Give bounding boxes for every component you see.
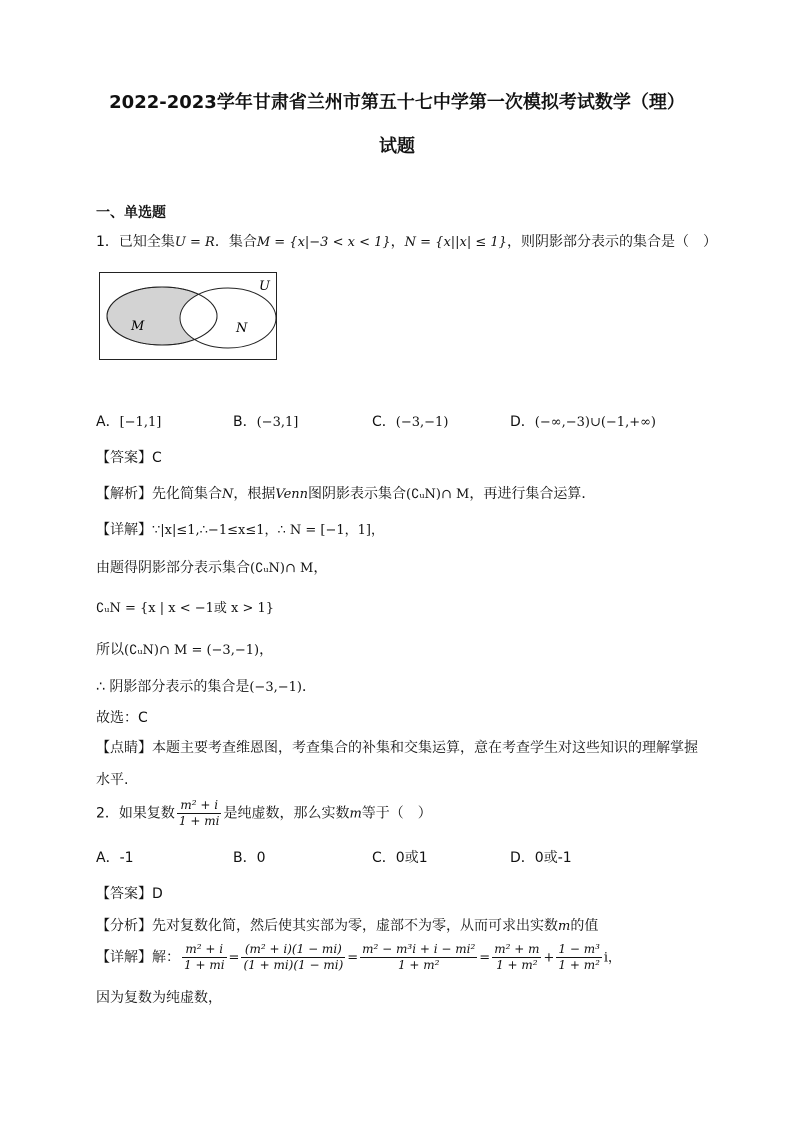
equals-sign: = [347, 950, 359, 966]
analysis-text: ，再进行集合运算． [469, 486, 596, 502]
detail-text: ． [301, 679, 316, 695]
fraction-numerator: m² + i [182, 942, 227, 958]
detail-fraction-4 [492, 942, 541, 973]
option-value: (−∞,−3)∪(−1,+∞) [534, 415, 656, 430]
q1-detail-line5 [96, 677, 316, 698]
fraction-denominator: 1 + mi [178, 814, 220, 828]
analysis-text: ，根据 [233, 486, 276, 502]
equals-sign: = [479, 950, 491, 966]
q1-detail-line2 [96, 558, 327, 579]
q2-detail [96, 942, 621, 973]
fraction-denominator: 1 + m² [397, 958, 440, 972]
venn-label-u: U [259, 279, 270, 294]
detail-fraction-2 [241, 942, 345, 973]
plus-sign: + [543, 950, 555, 966]
analysis-text: 先化简集合 [152, 486, 222, 502]
q1-lead: 1．已知全集 [96, 234, 175, 250]
option-value: -1 [119, 850, 134, 866]
option-label: A． [96, 414, 120, 430]
option-value: (−3,−1) [395, 415, 449, 430]
answer-tag: 【答案】 [96, 886, 152, 902]
q2-analysis [96, 916, 598, 937]
comment-tag: 【点睛】 [96, 740, 152, 756]
fraction-numerator: m² − m³i + i − mi² [362, 942, 476, 956]
detail-math: (−3,−1) [249, 680, 302, 695]
analysis-expr: (∁ᵤN)∩ M [406, 487, 470, 502]
q1-option-b [233, 412, 298, 433]
option-value: 0 [256, 850, 266, 866]
fraction-denominator: 1 + mi [184, 958, 225, 972]
q1-choose: 故选：C [96, 710, 148, 726]
section-heading: 一、单选题 [96, 205, 166, 221]
option-label: C． [372, 414, 396, 430]
answer-value: C [152, 450, 162, 466]
fraction-denominator: 1 + m² [558, 958, 600, 972]
q1-set-n: N = {x||x| ≤ 1} [404, 235, 507, 250]
option-value: (−3,1] [256, 415, 299, 430]
analysis-text: 图阴影表示集合 [308, 486, 407, 502]
analysis-tag: 【分析】 [96, 918, 152, 934]
detail-text: 由题得阴影部分表示集合 [96, 560, 250, 576]
option-label: D． [510, 850, 535, 866]
q1-tail: ，则阴影部分表示的集合是（ ） [506, 234, 717, 250]
q1-option-d [510, 412, 656, 433]
q1-comma: ， [390, 234, 405, 250]
q2-var-m: m [349, 806, 362, 822]
analysis-venn: Venn [275, 487, 309, 502]
option-value: [−1,1] [119, 415, 162, 430]
q2-option-b [233, 848, 266, 868]
option-label: B． [233, 850, 257, 866]
detail-math: (∁ᵤN)∩ M = (−3,−1) [124, 643, 260, 658]
q1-option-a [96, 412, 161, 433]
fraction-numerator: (m² + i)(1 − mi) [241, 942, 345, 958]
comment-text: 本题主要考查维恩图，考查集合的补集和交集运算，意在考查学生对这些知识的理解掌握 [152, 740, 698, 756]
question-2 [96, 798, 432, 829]
detail-text: ∴ 阴影部分表示的集合是 [96, 679, 250, 695]
imaginary-unit: i， [603, 950, 622, 966]
q1-detail-line1 [96, 520, 384, 541]
detail-fraction-1 [182, 942, 227, 973]
question-1 [96, 232, 717, 253]
detail-tag: 【详解】 [96, 949, 152, 966]
fraction-denominator: (1 + mi)(1 − mi) [243, 958, 344, 972]
fraction-numerator: m² + m [494, 942, 540, 956]
detail-math: (∁ᵤN)∩ M [250, 561, 314, 576]
option-label: A． [96, 850, 120, 866]
doc-title-line2: 试题 [379, 136, 415, 157]
option-label: D． [510, 414, 535, 430]
q1-universe: U = R [174, 235, 215, 250]
detail-fraction-3 [360, 942, 477, 973]
answer-value: D [152, 886, 163, 902]
detail-fraction-5 [556, 942, 602, 973]
q2-fraction [177, 798, 222, 829]
q1-option-c [372, 412, 448, 433]
detail-text: ， [313, 560, 328, 576]
q1-comment-line2: 水平. [96, 772, 129, 788]
q2-last-line: 因为复数为纯虚数， [96, 990, 222, 1006]
option-label: C． [372, 850, 396, 866]
venn-label-n: N [236, 321, 248, 336]
q1-mid: ．集合 [214, 234, 257, 250]
option-label: B． [233, 414, 257, 430]
q1-detail-line3 [96, 598, 274, 619]
equals-sign: = [228, 950, 240, 966]
detail-math: ∁ᵤN = {x | x < −1或 x > 1} [96, 601, 275, 616]
detail-text: 解： [152, 949, 180, 966]
analysis-text: 的值 [570, 918, 599, 934]
q2-answer [96, 884, 163, 904]
detail-text: 所以 [96, 642, 124, 658]
q2-lead: 2．如果复数 [96, 805, 175, 822]
detail-text: ， [259, 642, 274, 658]
q1-answer [96, 448, 162, 468]
q2-option-a [96, 848, 134, 868]
analysis-var-n: N [222, 487, 234, 502]
q2-tail: 等于（ ） [361, 805, 432, 822]
detail-tag: 【详解】 [96, 522, 152, 538]
option-value: 0或-1 [534, 850, 572, 866]
fraction-denominator: 1 + m² [496, 958, 538, 972]
q2-tail: 是纯虚数，那么实数 [223, 805, 350, 822]
answer-tag: 【答案】 [96, 450, 152, 466]
venn-label-m: M [131, 319, 145, 334]
option-value: 0或1 [395, 850, 428, 866]
analysis-text: 先对复数化简，然后使其实部为零，虚部不为零，从而可求出实数 [152, 918, 558, 934]
fraction-numerator: m² + i [177, 798, 222, 814]
q1-detail-line4 [96, 640, 273, 661]
fraction-numerator: 1 − m³ [558, 942, 600, 956]
q1-analysis [96, 484, 595, 505]
analysis-var-m: m [558, 919, 571, 934]
q2-option-d [510, 848, 572, 868]
q1-comment-line1 [96, 738, 698, 758]
analysis-tag: 【解析】 [96, 486, 152, 502]
venn-diagram [99, 272, 277, 360]
detail-math: ∵|x|≤1,∴−1≤x≤1，∴ N = [−1，1]， [152, 523, 384, 538]
doc-title-line1: 2022-2023学年甘肃省兰州市第五十七中学第一次模拟考试数学（理） [109, 92, 685, 113]
q2-option-c [372, 848, 428, 868]
q1-set-m: M = {x|−3 < x < 1} [256, 235, 391, 250]
